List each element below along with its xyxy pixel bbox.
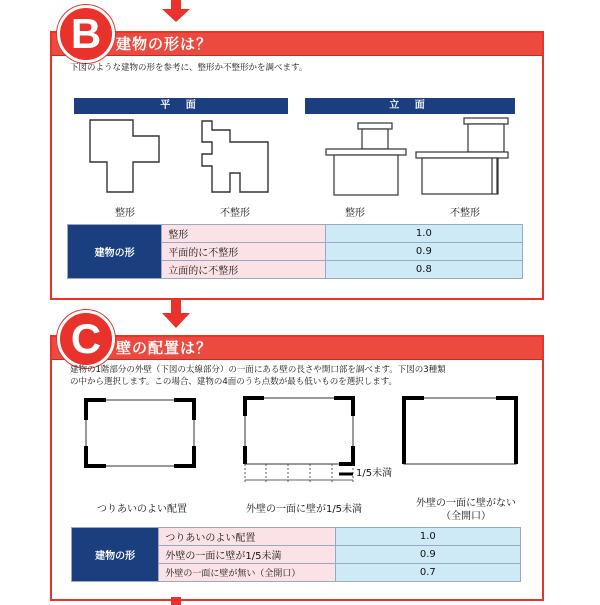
table-row — [68, 225, 523, 243]
section-b-header — [52, 33, 542, 56]
down-arrow-icon — [162, 298, 190, 328]
elevation-irregular-figure — [412, 112, 512, 198]
table-value: 0.7 — [335, 564, 520, 582]
table-value: 1.0 — [325, 225, 522, 243]
elevation-banner: 立 面 — [305, 98, 515, 114]
plan-banner: 平 面 — [74, 98, 288, 114]
caption-plan-regular: 整形 — [115, 208, 135, 219]
caption-full-opening: （全開口） — [441, 511, 491, 522]
down-arrow-icon — [171, 597, 181, 605]
caption-under-fifth: 外壁の一面に壁が1/5未満 — [245, 504, 363, 515]
elevation-regular-figure — [320, 118, 410, 198]
section-c-header — [52, 337, 542, 360]
section-c-badge: C — [57, 310, 115, 368]
section-b-description: 下図のような建物の形を参考に、整形か不整形かを調べます。 — [70, 63, 308, 73]
table-item: 立面的に不整形 — [162, 261, 326, 279]
table-value: 0.9 — [335, 546, 520, 564]
plan-regular-figure — [85, 118, 165, 196]
under-fifth-annotation: 1/5未満 — [356, 468, 393, 479]
table-item: 平面的に不整形 — [162, 243, 326, 261]
table-item: 整形 — [162, 225, 326, 243]
caption-balanced: つりあいのよい配置 — [97, 504, 187, 515]
caption-elevation-regular: 整形 — [345, 208, 365, 219]
section-c-title: 壁の配置は？ — [116, 339, 213, 357]
caption-elevation-irregular: 不整形 — [450, 208, 480, 219]
table-item: つりあいのよい配置 — [159, 528, 335, 546]
section-b-title: 建物の形は？ — [116, 35, 213, 53]
plan-irregular-figure — [190, 118, 280, 196]
table-row — [72, 528, 521, 546]
table-label: 建物の形 — [68, 225, 162, 279]
section-c-description-line2: の中から選択します。この場合、建物の4面のうち点数が最も低いものを選択します。 — [70, 377, 398, 387]
wall-under-fifth-figure — [240, 394, 360, 490]
down-arrow-icon — [162, 0, 190, 22]
table-value: 0.9 — [325, 243, 522, 261]
table-value: 1.0 — [335, 528, 520, 546]
section-b-badge: B — [57, 5, 115, 63]
wall-balanced-figure — [82, 396, 198, 470]
section-b-table — [67, 224, 523, 279]
table-item: 外壁の一面に壁が1/5未満 — [159, 546, 335, 564]
section-c-table — [71, 527, 521, 582]
table-label: 建物の形 — [72, 528, 159, 582]
table-item: 外壁の一面に壁が無い（全開口） — [159, 564, 335, 582]
caption-plan-irregular: 不整形 — [220, 208, 250, 219]
wall-full-opening-figure — [398, 394, 522, 470]
table-value: 0.8 — [325, 261, 522, 279]
caption-no-wall: 外壁の一面に壁がない — [416, 498, 516, 509]
section-c-description-line1: 建物の1階部分の外壁（下図の太線部分）の一面にある壁の長さや開口部を調べます。下図の3種類 — [70, 365, 446, 375]
